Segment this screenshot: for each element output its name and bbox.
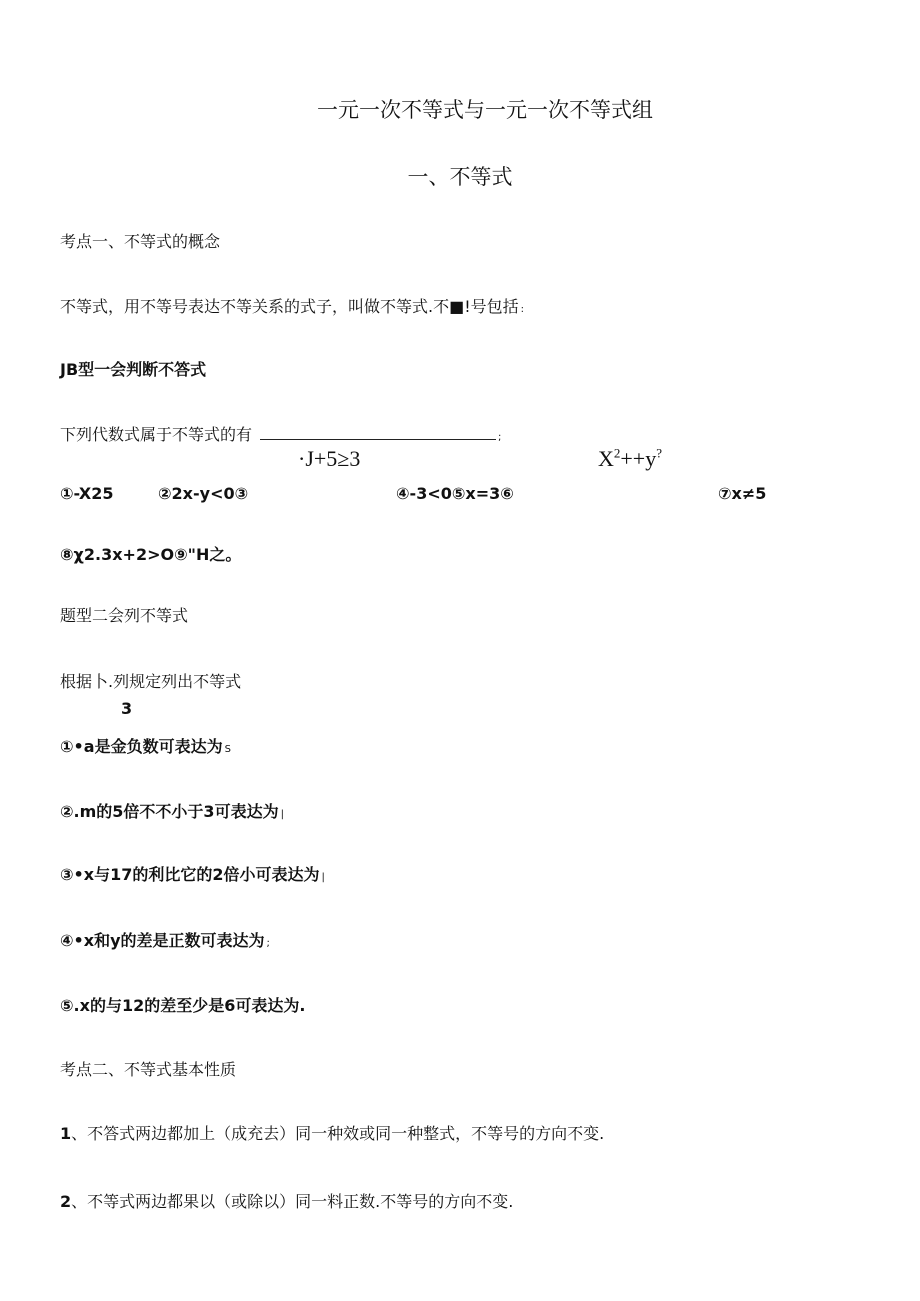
formula-b [598, 446, 662, 472]
property-1-number: 1 [60, 1124, 72, 1143]
property-2-text: 、不等式两边都果以（或除以）同一料正数.不等号的方向不变. [71, 1192, 514, 1211]
option-7: ⑦x≠5 [718, 484, 767, 503]
formula-b-exponent: 2 [613, 445, 621, 461]
formula-b-exponent-2: ? [656, 445, 662, 461]
item-1 [60, 737, 231, 760]
item-4-text: ④•x和y的差是正数可表达为 [60, 931, 265, 950]
option-4: ④-3<0⑤x=3⑥ [396, 484, 514, 503]
item-1-text: ①•a是金负数可表达为 [60, 737, 223, 756]
property-2 [60, 1192, 513, 1212]
definition-body: 不等式，用不等号表达不等关系的式子，叫做不等式.不■!号包括 [60, 297, 519, 316]
item-2 [60, 802, 284, 825]
question-1 [60, 425, 501, 448]
definition-text [60, 297, 524, 320]
property-2-number: 2 [60, 1192, 72, 1211]
kaodian-2-heading: 考点二、不等式基本性质 [60, 1060, 237, 1079]
document-title: 一元一次不等式与一元一次不等式组 [317, 98, 653, 122]
question-type-1-label: JB型一会判断不答式 [60, 360, 207, 379]
question-type-2: 题型二会列不等式 [60, 606, 189, 625]
options-row-2: ⑧χ2.3x+2>O⑨"H之。 [60, 545, 242, 564]
formula-b-base: X [598, 446, 614, 471]
item-1-tail: S [224, 744, 231, 755]
answer-blank[interactable] [260, 425, 496, 440]
item-2-text: ②.m的5倍不不小于3可表达为 [60, 802, 279, 821]
section-heading: 一、不等式 [407, 165, 513, 189]
formula-a: ·J+5≥3 [298, 446, 361, 471]
question-2: 根据卜.列规定列出不等式 [60, 672, 242, 691]
kaodian-1-heading: 考点一、不等式的概念 [60, 232, 221, 251]
property-1 [60, 1124, 604, 1144]
question-type-1 [60, 360, 206, 380]
item-4 [60, 931, 270, 954]
item-4-tail: ; [266, 938, 270, 949]
definition-tail: : [520, 304, 524, 315]
question-1-text: 下列代数式属于不等式的有 [60, 425, 253, 444]
item-3-tail: | [321, 872, 325, 883]
property-1-text: 、不答式两边都加上（成充去）同一种效或同一种整式，不等号的方向不变. [71, 1124, 605, 1143]
formula-b-mid: ++y [620, 446, 657, 471]
item-3-text: ③•x与17的利比它的2倍小可表达为 [60, 865, 320, 884]
stray-number: 3 [121, 699, 133, 718]
question-1-tail: ; [498, 432, 502, 443]
item-5: ⑤.x的与12的差至少是6可表达为. [60, 996, 306, 1015]
item-3 [60, 865, 325, 888]
option-1: ①-X25 [60, 484, 114, 503]
item-2-tail: | [280, 809, 284, 820]
option-2: ②2x-y<0③ [158, 484, 249, 503]
